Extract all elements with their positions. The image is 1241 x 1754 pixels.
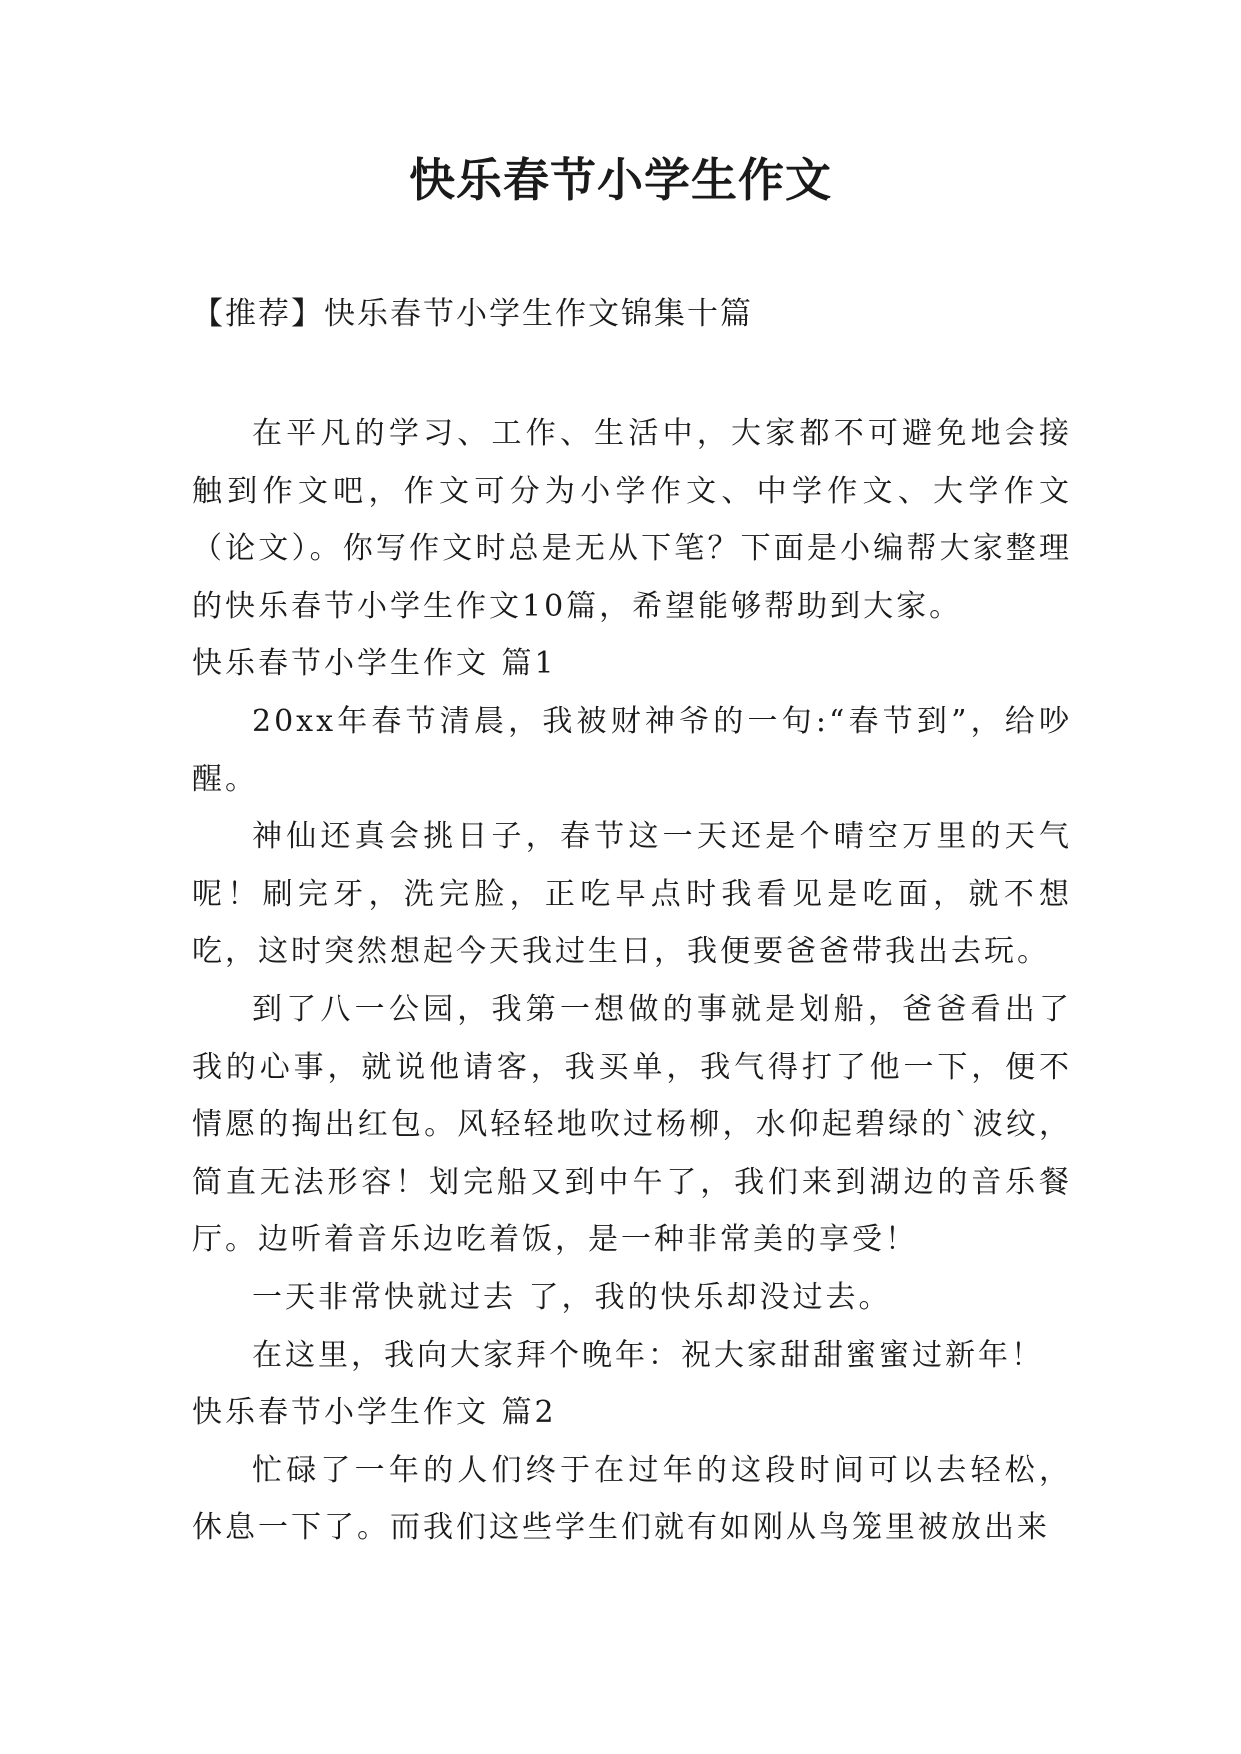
paragraph: 到了八一公园，我第一想做的事就是划船，爸爸看出了我的心事，就说他请客，我买单，我气得打了他一下，便不情愿的掏出红包。风轻轻地吹过杨柳，水仰起碧绿的`波纹，简直无法形容！划完船又到中午了，我们来到湖边的音乐餐厅。边听着音乐边吃着饭，是一种非常美的享受！ [192, 991, 1072, 1258]
document-title: 快乐春节小学生作文 [409, 153, 832, 207]
paragraph: 在这里，我向大家拜个晚年：祝大家甜甜蜜蜜过新年！ [252, 1337, 1044, 1373]
paragraph: 忙碌了一年的人们终于在过年的这段时间可以去轻松，休息一下了。而我们这些学生们就有如刚从鸟笼里被放出来 [192, 1452, 1072, 1546]
paragraph: 在平凡的学习、工作、生活中，大家都不可避免地会接触到作文吧，作文可分为小学作文、中学作文、大学作文（论文）。你写作文时总是无从下笔？下面是小编帮大家整理的快乐春节小学生作文10篇，希望能够帮助到大家。 [192, 416, 1072, 624]
paragraph: 神仙还真会挑日子，春节这一天还是个晴空万里的天气呢！刷完牙，洗完脸，正吃早点时我看见是吃面，就不想吃，这时突然想起今天我过生日，我便要爸爸带我出去玩。 [192, 819, 1072, 970]
document-subtitle: 【推荐】快乐春节小学生作文锦集十篇 [192, 296, 753, 332]
section-heading: 快乐春节小学生作文 篇2 [192, 1395, 557, 1431]
section-heading: 快乐春节小学生作文 篇1 [192, 646, 557, 682]
paragraph: 20xx年春节清晨，我被财神爷的一句:“春节到”，给吵醒。 [192, 703, 1072, 797]
document-body [192, 405, 1072, 1557]
paragraph: 一天非常快就过去 了，我的快乐却没过去。 [252, 1279, 892, 1315]
